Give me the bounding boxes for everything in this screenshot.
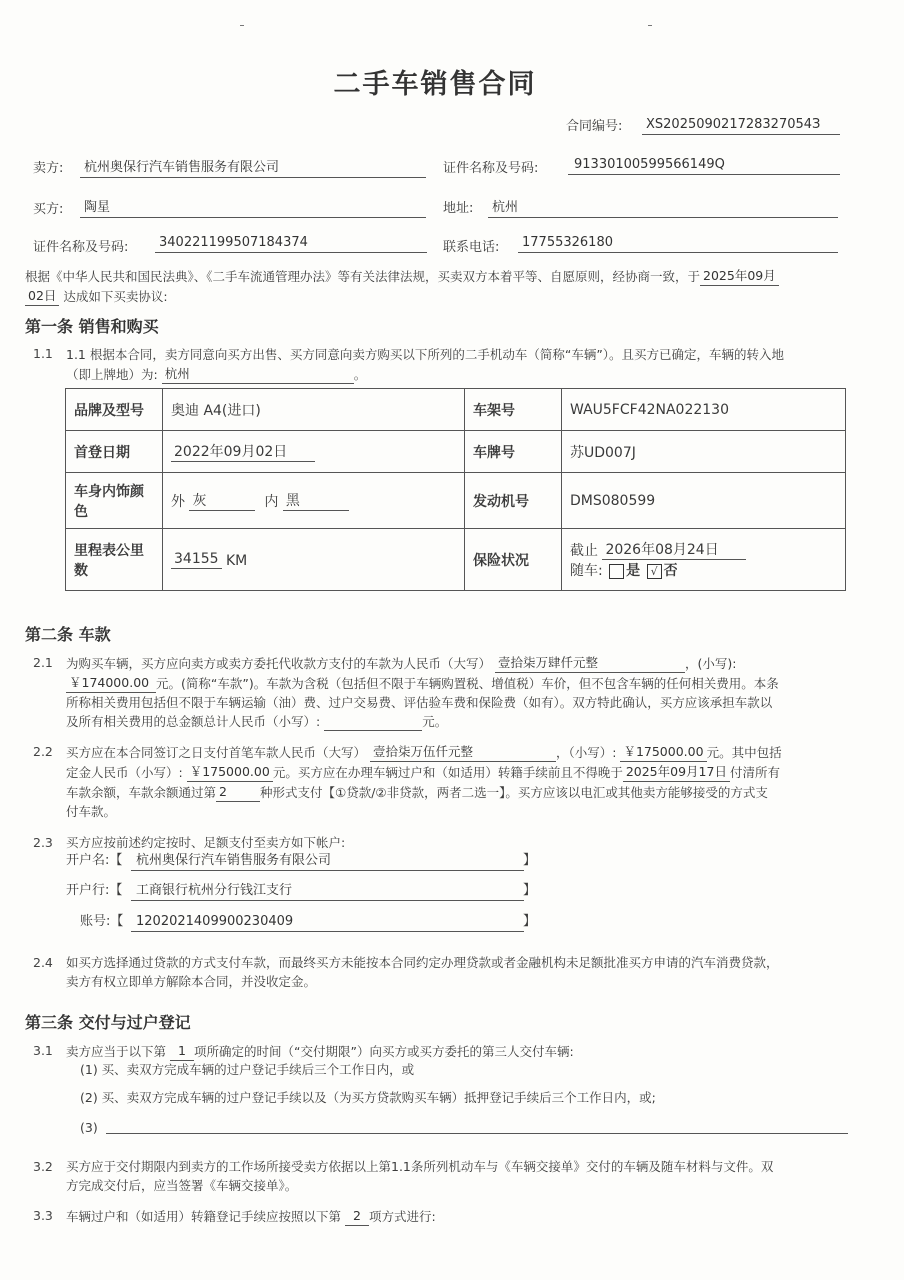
vin-label: 车架号 bbox=[465, 389, 562, 431]
engine-label: 发动机号 bbox=[465, 473, 562, 529]
clause-2-1-text-e: 及所有相关费用的总金额总计人民币（小写）: bbox=[66, 714, 321, 729]
preamble-text: 根据《中华人民共和国民法典》、《二手车流通管理办法》等有关法律法规，买卖双方本着平等、自愿原则，经协商一致，于 bbox=[25, 269, 701, 284]
clause-3-3-text-b: 项方式进行: bbox=[369, 1209, 436, 1224]
total-amount-blank bbox=[324, 713, 422, 731]
clause-2-2-text-g: 车款余额，车款余额通过第 bbox=[66, 785, 217, 800]
table-row bbox=[66, 529, 846, 591]
account-no-label: 账号:【 bbox=[80, 914, 124, 929]
clause-3-2 bbox=[66, 1157, 856, 1195]
insurance-until-value: 2026年08月24日 bbox=[602, 539, 746, 560]
clause-1-1-end: 。 bbox=[353, 367, 367, 382]
yes-checkbox[interactable] bbox=[609, 564, 624, 579]
scan-speck bbox=[648, 25, 652, 26]
mileage-unit: KM bbox=[226, 552, 248, 569]
clause-2-2-text-f: 付清所有 bbox=[729, 765, 780, 780]
ext-color-label: 外 bbox=[171, 494, 185, 510]
clause-2-1-text-c: 元。(简称“车款”)。车款为含税（包括但不限于车辆购置税、增值税）车价，但不包含车辆的任何相关费用。本条 bbox=[156, 676, 779, 691]
clause-2-2-text-c: 元。其中包括 bbox=[706, 745, 782, 760]
insurance-cell bbox=[562, 529, 846, 591]
clause-3-2-text-b: 方完成交付后，应当签署《车辆交接单》。 bbox=[66, 1178, 298, 1193]
bank-value: 工商银行杭州分行钱江支行 bbox=[131, 882, 524, 901]
scan-speck bbox=[240, 25, 244, 26]
clause-2-1-text-a: 为购买车辆，买方应向卖方或卖方委托代收款方支付的车款为人民币（大写） bbox=[66, 656, 492, 671]
clause-2-3-number: 2.3 bbox=[33, 835, 53, 850]
seller-label: 卖方: bbox=[33, 161, 64, 176]
reg-date-cell bbox=[163, 431, 465, 473]
clause-1-1-number: 1.1 bbox=[33, 346, 53, 361]
buyer-phone-label: 联系电话: bbox=[443, 240, 500, 255]
clause-2-1-number: 2.1 bbox=[33, 655, 53, 670]
plate-value: 苏UD007J bbox=[562, 431, 846, 473]
payment-method-number: 2 bbox=[216, 782, 260, 802]
clause-2-3-text: 买方应按前述约定按时、足额支付至卖方如下帐户: bbox=[66, 835, 346, 850]
clause-2-4-number: 2.4 bbox=[33, 955, 53, 970]
insurance-until-label: 截止 bbox=[570, 543, 598, 559]
seller-id-value: 91330100599566149Q bbox=[568, 156, 840, 175]
clause-2-2-text-b: ，（小写）: bbox=[556, 745, 617, 760]
mileage-label: 里程表公里数 bbox=[66, 529, 163, 591]
table-row bbox=[66, 473, 846, 529]
clause-2-2-text-d: 定金人民币（小写）: bbox=[66, 765, 183, 780]
clause-2-2-text-e: 元。买方应在办理车辆过户和（如适用）转籍手续前且不得晚于 bbox=[272, 765, 623, 780]
transfer-city: 杭州 bbox=[162, 364, 354, 384]
seller-value: 杭州奥保行汽车销售服务有限公司 bbox=[80, 159, 426, 178]
price-numeric: ￥174000.00 bbox=[66, 673, 156, 693]
insurance-with-label: 随车: bbox=[570, 563, 603, 579]
clause-3-1-number: 3.1 bbox=[33, 1043, 53, 1058]
transfer-option-number: 2 bbox=[345, 1206, 369, 1226]
buyer-phone-value: 17755326180 bbox=[518, 234, 838, 253]
first-payment-capital: 壹拾柒万伍仟元整 bbox=[370, 742, 556, 762]
color-label: 车身内饰颜色 bbox=[66, 473, 163, 529]
yes-label: 是 bbox=[626, 563, 641, 579]
clause-3-3-number: 3.3 bbox=[33, 1208, 53, 1223]
article-1-heading: 第一条 销售和购买 bbox=[25, 317, 159, 336]
clause-2-4 bbox=[66, 953, 856, 991]
delivery-option-1: (1) 买、卖双方完成车辆的过户登记手续后三个工作日内，或 bbox=[80, 1062, 415, 1077]
clause-1-1-text: 1.1 根据本合同，卖方同意向买方出售、买方同意向卖方购买以下所列的二手机动车（简称“车辆”）。且买方已确定，车辆的转入地 bbox=[66, 347, 785, 362]
bracket-close: 】 bbox=[523, 853, 537, 868]
account-name-value: 杭州奥保行汽车销售服务有限公司 bbox=[131, 852, 524, 871]
clause-3-1-text-a: 卖方应当于以下第 bbox=[66, 1044, 167, 1059]
no-label: 否 bbox=[663, 563, 678, 579]
contract-no-value: XS202509021728327054З bbox=[642, 116, 840, 135]
int-color-value: 黑 bbox=[283, 490, 349, 511]
buyer-addr-label: 地址: bbox=[443, 201, 474, 216]
clause-1-1 bbox=[66, 345, 856, 384]
preamble-date-1: 2025年09月 bbox=[700, 266, 779, 286]
page-title: 二手车销售合同 bbox=[333, 69, 537, 100]
preamble-text-2: 达成如下买卖协议: bbox=[63, 289, 168, 304]
delivery-option-3-blank bbox=[106, 1133, 848, 1134]
clause-3-3 bbox=[66, 1206, 436, 1226]
clause-3-2-text-a: 买方应于交付期限内到卖方的工作场所接受卖方依据以上第1.1条所列机动车与《车辆交接单》交付的车辆及随车材料与文件。双 bbox=[66, 1159, 774, 1174]
engine-value: DMS080599 bbox=[562, 473, 846, 529]
balance-deadline: 2025年09月17日 bbox=[623, 762, 730, 782]
clause-2-1 bbox=[66, 653, 856, 731]
buyer-addr-value: 杭州 bbox=[488, 199, 838, 218]
vehicle-table bbox=[65, 388, 846, 591]
clause-2-2-text-a: 买方应在本合同签订之日支付首笔车款人民币（大写） bbox=[66, 745, 367, 760]
account-name-label: 开户名:【 bbox=[66, 853, 123, 868]
clause-1-1-text-b: （即上牌地）为: bbox=[66, 367, 158, 382]
contract-no-label: 合同编号: bbox=[566, 119, 623, 134]
mileage-cell bbox=[163, 529, 465, 591]
delivery-option-3: (3) bbox=[80, 1120, 98, 1135]
clause-2-4-text-b: 卖方有权立即单方解除本合同，并没收定金。 bbox=[66, 974, 317, 989]
preamble-date-2: 02日 bbox=[25, 286, 59, 306]
seller-id-label: 证件名称及号码: bbox=[443, 161, 539, 176]
buyer-label: 买方: bbox=[33, 202, 64, 217]
clause-3-1-text-b: 项所确定的时间（“交付期限”）向买方或买方委托的第三人交付车辆: bbox=[194, 1044, 574, 1059]
ext-color-value: 灰 bbox=[189, 490, 255, 511]
table-row bbox=[66, 389, 846, 431]
delivery-option-number: 1 bbox=[170, 1041, 194, 1061]
article-3-heading: 第三条 交付与过户登记 bbox=[25, 1013, 191, 1032]
plate-label: 车牌号 bbox=[465, 431, 562, 473]
mileage-value: 34155 bbox=[171, 551, 222, 569]
buyer-id-label: 证件名称及号码: bbox=[33, 240, 129, 255]
table-row bbox=[66, 431, 846, 473]
buyer-value: 陶星 bbox=[80, 199, 426, 218]
clause-2-2-number: 2.2 bbox=[33, 744, 53, 759]
bank-label: 开户行:【 bbox=[66, 883, 123, 898]
clause-3-1 bbox=[66, 1041, 574, 1061]
preamble bbox=[25, 266, 855, 306]
account-no-value: 1202021409900230409 bbox=[131, 913, 524, 932]
first-payment-numeric: ￥175000.00 bbox=[620, 742, 706, 762]
brand-value: 奥迪 A4(进口) bbox=[163, 389, 465, 431]
insurance-label: 保险状况 bbox=[465, 529, 562, 591]
article-2-heading: 第二条 车款 bbox=[25, 625, 111, 644]
clause-2-4-text-a: 如买方选择通过贷款的方式支付车款，而最终买方未能按本合同约定办理贷款或者金融机构未足额批准买方申请的汽车消费贷款， bbox=[66, 955, 779, 970]
reg-date-value: 2022年09月02日 bbox=[171, 441, 315, 462]
clause-2-1-text-d: 所称相关费用包括但不限于车辆运输（油）费、过户交易费、评估验车费和保险费（如有）。双方特此确认，买方应该承担车款以 bbox=[66, 695, 773, 710]
vin-value: WAU5FCF42NA022130 bbox=[562, 389, 846, 431]
price-capital: 壹拾柒万肆仟元整 bbox=[495, 653, 685, 673]
clause-2-1-text-f: 元。 bbox=[422, 714, 448, 729]
clause-3-3-text-a: 车辆过户和（如适用）转籍登记手续应按照以下第 bbox=[66, 1209, 342, 1224]
delivery-option-2: (2) 买、卖双方完成车辆的过户登记手续以及（为买方贷款购买车辆）抵押登记手续后三个工作日内，或; bbox=[80, 1090, 656, 1105]
brand-label: 品牌及型号 bbox=[66, 389, 163, 431]
bracket-close: 】 bbox=[523, 883, 537, 898]
reg-date-label: 首登日期 bbox=[66, 431, 163, 473]
clause-2-2 bbox=[66, 742, 856, 821]
buyer-id-value: 340221199507184374 bbox=[155, 234, 427, 253]
color-cell bbox=[163, 473, 465, 529]
no-checkbox[interactable]: √ bbox=[647, 564, 662, 579]
clause-2-2-text-i: 付车款。 bbox=[66, 804, 117, 819]
bracket-close: 】 bbox=[523, 914, 537, 929]
clause-2-1-text-b: ，(小写): bbox=[685, 656, 737, 671]
clause-2-2-text-h: 种形式支付【①贷款/②非贷款，两者二选一】。买方应该以电汇或其他卖方能够接受的方式支 bbox=[260, 785, 768, 800]
int-color-label: 内 bbox=[264, 494, 279, 510]
clause-3-2-number: 3.2 bbox=[33, 1159, 53, 1174]
deposit-numeric: ￥175000.00 bbox=[187, 762, 273, 782]
